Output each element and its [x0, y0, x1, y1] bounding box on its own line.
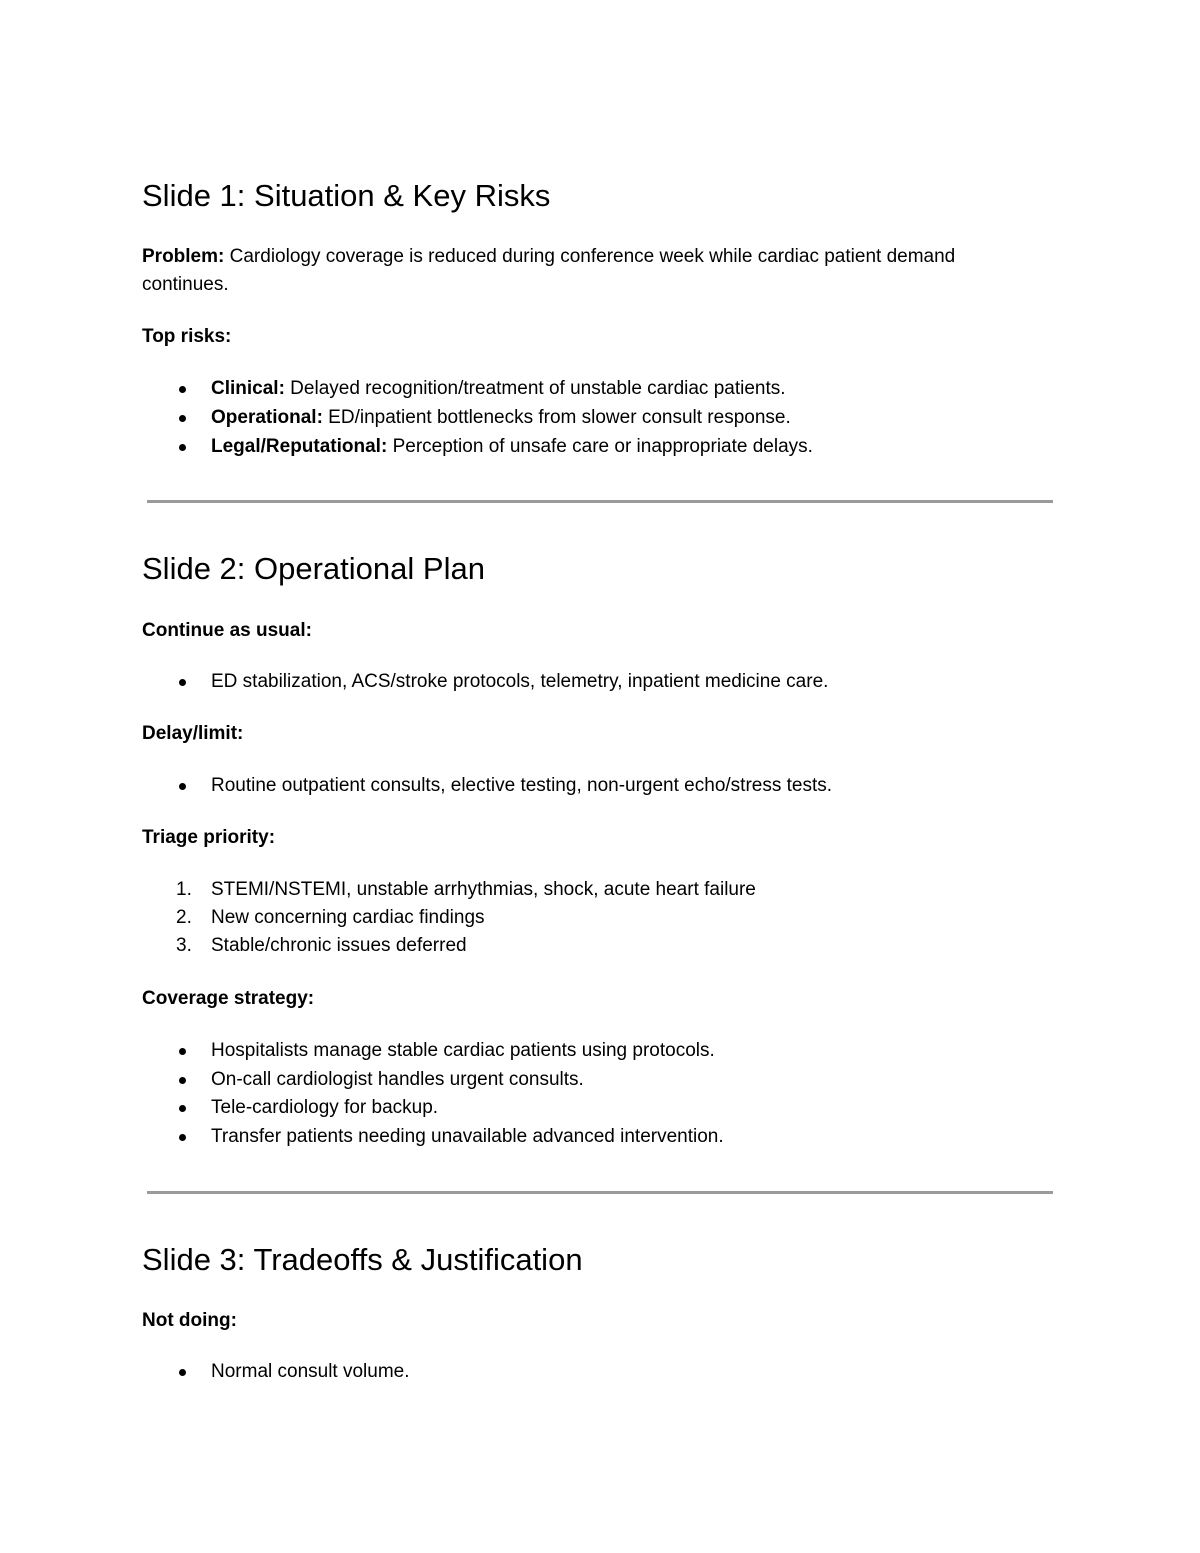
risk-label: Operational:: [211, 407, 323, 428]
horizontal-divider: [147, 1191, 1053, 1194]
problem-text: Cardiology coverage is reduced during conference week while cardiac patient demand continues.: [142, 246, 956, 295]
slide1-problem: [142, 243, 1002, 299]
continue-label: Continue as usual:: [142, 620, 312, 641]
bullet-icon: [179, 386, 186, 393]
horizontal-divider: [147, 500, 1053, 503]
problem-label: Problem:: [142, 246, 225, 267]
list-number: 1.: [176, 879, 192, 900]
coverage-item: Tele-cardiology for backup.: [211, 1097, 439, 1118]
slide1-title: Slide 1: Situation & Key Risks: [142, 178, 551, 213]
risk-text: ED/inpatient bottlenecks from slower consult response.: [322, 407, 791, 428]
triage-item: STEMI/NSTEMI, unstable arrhythmias, shock, acute heart failure: [211, 879, 756, 900]
top-risks-label: Top risks:: [142, 326, 232, 347]
triage-item: Stable/chronic issues deferred: [211, 935, 467, 956]
bullet-icon: [179, 444, 186, 451]
slide2-title: Slide 2: Operational Plan: [142, 551, 485, 586]
bullet-icon: [179, 1134, 186, 1141]
bullet-icon: [179, 1048, 186, 1055]
coverage-item: Transfer patients needing unavailable advanced intervention.: [211, 1126, 724, 1147]
risk-text: Perception of unsafe care or inappropriate delays.: [387, 436, 813, 457]
bullet-icon: [179, 1077, 186, 1084]
bullet-icon: [179, 1105, 186, 1112]
coverage-item: On-call cardiologist handles urgent consults.: [211, 1069, 584, 1090]
not-doing-item: Normal consult volume.: [211, 1361, 410, 1382]
bullet-icon: [179, 783, 186, 790]
coverage-item: Hospitalists manage stable cardiac patients using protocols.: [211, 1040, 715, 1061]
slide3-title: Slide 3: Tradeoffs & Justification: [142, 1242, 583, 1277]
bullet-icon: [179, 415, 186, 422]
list-number: 3.: [176, 935, 192, 956]
continue-item: ED stabilization, ACS/stroke protocols, telemetry, inpatient medicine care.: [211, 671, 829, 692]
triage-label: Triage priority:: [142, 827, 276, 848]
triage-item: New concerning cardiac findings: [211, 907, 485, 928]
risk-text: Delayed recognition/treatment of unstable cardiac patients.: [284, 378, 786, 399]
risk-label: Clinical:: [211, 378, 285, 399]
list-number: 2.: [176, 907, 192, 928]
risk-label: Legal/Reputational:: [211, 436, 388, 457]
bullet-icon: [179, 1369, 186, 1376]
delay-item: Routine outpatient consults, elective testing, non-urgent echo/stress tests.: [211, 775, 833, 796]
delay-label: Delay/limit:: [142, 723, 244, 744]
not-doing-label: Not doing:: [142, 1310, 237, 1331]
coverage-label: Coverage strategy:: [142, 988, 315, 1009]
bullet-icon: [179, 679, 186, 686]
